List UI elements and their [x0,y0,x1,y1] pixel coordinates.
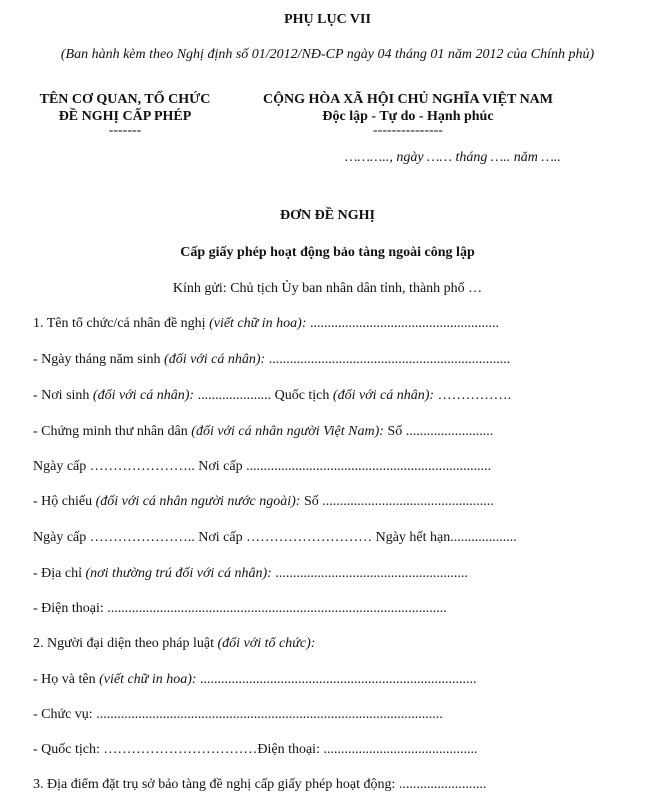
nation-block [238,91,578,137]
field-text: - Quốc tịch: ……………………………Điện thoại: ............................................ [33,742,478,757]
field-text: ..................................................................... [265,352,511,367]
form-line[interactable] [33,777,486,793]
form-line[interactable] [33,316,499,332]
field-hint: (đối với tổ chức): [217,636,316,651]
date-line: ……….., ngày …… tháng ….. năm ….. [345,150,561,165]
field-hint: (viết chữ in hoa): [209,316,307,331]
nation-name: CỘNG HÒA XÃ HỘI CHỦ NGHĨA VIỆT NAM [262,92,553,107]
field-text: - Chức vụ: ................................................................................................... [33,707,443,722]
field-hint: (đối với cá nhân): [332,388,435,403]
field-text: 3. Địa điểm đặt trụ sở bảo tàng đề nghị cấp giấy phép hoạt động: ......................... [33,777,487,792]
form-title: ĐƠN ĐỀ NGHỊ [280,208,375,223]
form-line[interactable] [33,352,510,368]
form-line[interactable] [33,459,491,475]
org-name-line1: TÊN CƠ QUAN, TỔ CHỨC [39,92,211,107]
field-text: - Hộ chiếu [33,494,96,509]
field-hint: (đối với cá nhân): [164,352,266,367]
field-hint: (đối với cá nhân người nước ngoài): [95,494,301,509]
form-line[interactable] [33,494,494,510]
field-text: - Điện thoại: ................................................................................................. [33,601,447,616]
field-text: - Nơi sinh [33,388,93,403]
form-line[interactable] [33,601,447,617]
field-text: 1. Tên tổ chức/cá nhân đề nghị [33,316,210,331]
field-hint: (đối với cá nhân): [92,388,195,403]
org-name-line2: ĐỀ NGHỊ CẤP PHÉP [58,109,192,124]
field-text: Số ................................................. [300,494,494,509]
form-line[interactable] [33,388,511,404]
addressee: Kính gửi: Chủ tịch Ủy ban nhân dân tỉnh, thành phố … [172,281,483,296]
org-block [20,91,230,137]
form-line[interactable] [33,424,493,440]
field-text: ..................... Quốc tịch [194,388,333,403]
field-hint: (đối với cá nhân người Việt Nam): [191,424,384,439]
field-text: - Họ và tên [33,672,100,687]
org-rule: ------- [108,123,142,138]
field-text: ....................................................... [271,566,468,581]
field-text: - Địa chỉ [33,566,86,581]
field-text: Ngày cấp ………………….. Nơi cấp ...................................................................... [33,459,492,474]
form-line[interactable] [33,742,477,758]
appendix-title: PHỤ LỤC VII [284,12,371,27]
field-hint: (nơi thường trú đối với cá nhân): [85,566,272,581]
form-line[interactable] [33,530,517,546]
field-text: 2. Người đại diện theo pháp luật [33,636,218,651]
motto-rule: --------------- [373,123,443,138]
motto: Độc lập - Tự do - Hạnh phúc [322,109,494,124]
field-text: ...................................................... [306,316,499,331]
field-text: Ngày cấp ………………….. Nơi cấp ……………………… Ngày hết hạn................... [33,530,517,545]
form-line[interactable] [33,707,443,723]
field-hint: (viết chữ in hoa): [99,672,197,687]
form-line[interactable] [33,636,315,652]
field-text: - Ngày tháng năm sinh [33,352,165,367]
field-text: ……………. [434,388,512,403]
form-subtitle: Cấp giấy phép hoạt động bảo tàng ngoài công lập [180,245,475,260]
form-line[interactable] [33,566,468,582]
field-text: - Chứng minh thư nhân dân [33,424,192,439]
field-text: ............................................................................... [196,672,477,687]
form-line[interactable] [33,672,477,688]
field-text: Số ......................... [383,424,494,439]
issued-by-note: (Ban hành kèm theo Nghị định số 01/2012/NĐ-CP ngày 04 tháng 01 năm 2012 của Chính phủ) [60,47,595,62]
